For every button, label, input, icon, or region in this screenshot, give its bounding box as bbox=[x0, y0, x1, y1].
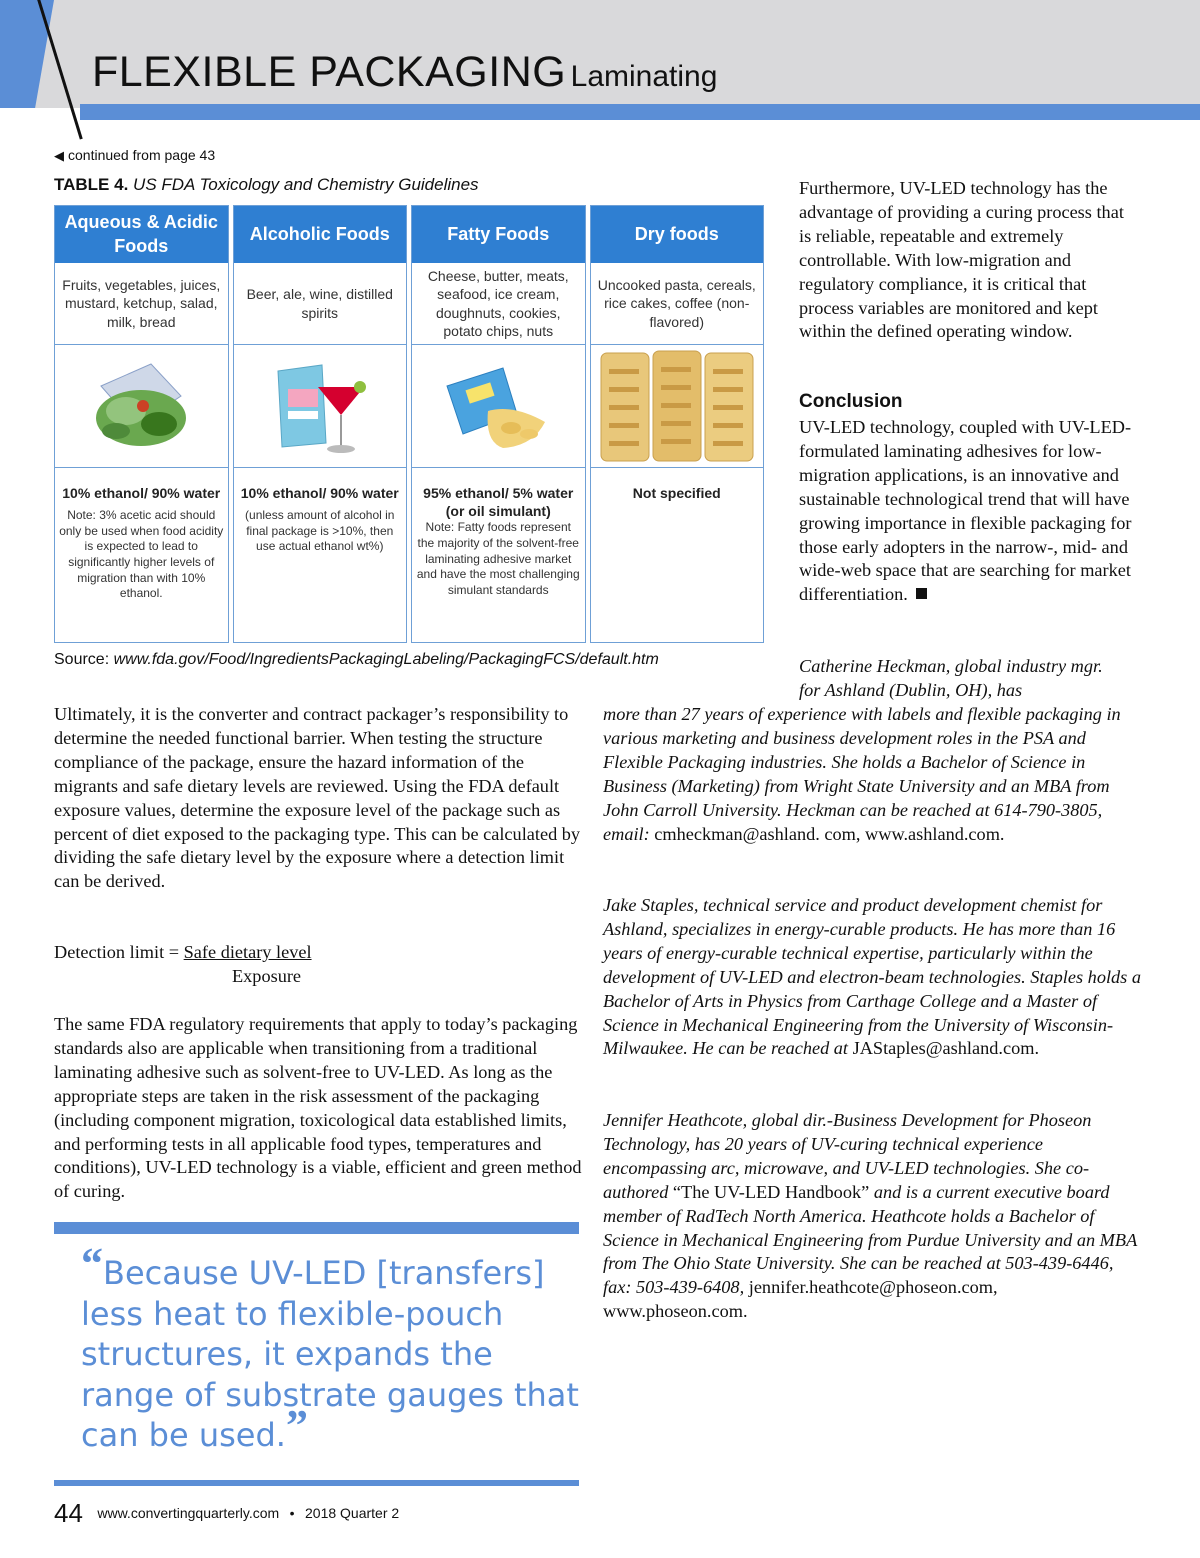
footer-site[interactable]: www.convertingquarterly.com bbox=[97, 1505, 280, 1521]
bio-heckman-contact[interactable]: cmheckman@ashland. com, www.ashland.com. bbox=[654, 823, 1005, 844]
column-simulant-cell bbox=[234, 468, 407, 642]
column-simulant: 10% ethanol/ 90% water bbox=[62, 485, 221, 501]
bio-heathcote-text-a: Jennifer Heathcote, global dir.-Business Development for Phoseon Technology, has 20 years of UV-curing technical experience encompassing arc, microwave, and UV-LED technologies. She co-authored bbox=[603, 1110, 1092, 1202]
column-foods: Beer, ale, wine, distilled spirits bbox=[234, 263, 407, 345]
chips-bag-image bbox=[412, 345, 585, 468]
formula-label: Detection limit = bbox=[54, 942, 180, 962]
conclusion-text: UV-LED technology, coupled with UV-LED-formulated laminating adhesives for low-migration applications, is an innovative and sustainable technological trend that will have growing importance in flexible packaging for those early adopters in the narrow-, mid- and wide-web space that are searching for market differentiation. bbox=[799, 417, 1132, 605]
body-paragraph-1: Ultimately, it is the converter and contract packager’s responsibility to determine the needed functional barrier. When testing the structure compliance of the package, ensure the hazard information of the migrants and safe dietary levels are reviewed. Using the FDA default exposure values, determine the exposure level of the package such as percent of diet exposed to the packaging type. This can be calculated by dividing the safe dietary level by the exposure where a detection limit can be derived. bbox=[54, 704, 581, 892]
table-column-dry bbox=[590, 205, 765, 643]
formula-denominator: Exposure bbox=[232, 966, 302, 986]
bio-staples-contact[interactable]: JAStaples@ashland.com. bbox=[852, 1038, 1040, 1059]
source-url[interactable]: www.fda.gov/Food/IngredientsPackagingLabeling/PackagingFCS/default.htm bbox=[113, 651, 659, 668]
continued-note[interactable] bbox=[54, 147, 215, 164]
pullquote-text: Because UV-LED [transfers] less heat to flexible-pouch structures, it expands the range of substrate gauges that can be used. bbox=[81, 1254, 579, 1454]
bio-heckman-intro: Catherine Heckman, global industry mgr. for Ashland (Dublin, OH), has bbox=[799, 656, 1103, 700]
table-label: TABLE 4. bbox=[54, 175, 129, 194]
source-label: Source: bbox=[54, 651, 110, 668]
column-heading: Fatty Foods bbox=[412, 206, 585, 263]
table-column-alcoholic bbox=[233, 205, 408, 643]
column-note: Note: 3% acetic acid should only be used when food acidity is expected to lead to significantly higher levels of migration than with 10% ethanol. bbox=[59, 508, 224, 601]
footer-bullet: • bbox=[289, 1505, 295, 1521]
detection-limit-formula bbox=[54, 941, 312, 986]
column-foods: Cheese, butter, meats, seafood, ice cream, doughnuts, cookies, potato chips, nuts bbox=[412, 263, 585, 345]
section-subtitle: Laminating bbox=[570, 60, 718, 93]
bio-heckman bbox=[603, 703, 1143, 846]
table-title: US FDA Toxicology and Chemistry Guidelines bbox=[133, 175, 479, 194]
pullquote bbox=[81, 1239, 581, 1456]
salad-bag-image bbox=[55, 345, 228, 468]
body-paragraph-3: Furthermore, UV-LED technology has the advantage of providing a curing process that is reliable, repeatable and extremely controllable. With low-migration and regulatory compliance, it is critical that process variables are monitored and kept within the defined operating window. bbox=[799, 178, 1124, 342]
column-foods: Fruits, vegetables, juices, mustard, ketchup, salad, milk, bread bbox=[55, 263, 228, 345]
bio-staples-text: Jake Staples, technical service and product development chemist for Ashland, specializes in energy-curable products. He has more than 16 years of energy-curable technical expertise, particularly within the development of UV-LED and electron-beam technologies. Staples holds a Bachelor of Arts in Physics from Carthage College and a Master of Science in Mechanical Engineering from the University of Wisconsin-Milwaukee. He can be reached at bbox=[603, 895, 1142, 1059]
left-triangle-icon: ◀ bbox=[54, 148, 64, 163]
pasta-bags-image bbox=[591, 345, 764, 468]
cocktail-pouch-image bbox=[234, 345, 407, 468]
formula-numerator: Safe dietary level bbox=[183, 942, 312, 962]
table-column-aqueous bbox=[54, 205, 229, 643]
bio-heathcote-text-b: and is a current executive board member of RadTech North America. Heathcote holds a Bachelor of Science in Mechanical Engineering from Purdue University and an MBA from The Ohio State University. She can be reached at 503-439-6446, fax: 503-439-6408, bbox=[603, 1181, 1137, 1298]
table-column-fatty bbox=[411, 205, 586, 643]
column-simulant: Not specified bbox=[632, 485, 721, 501]
body-paragraph-2: The same FDA regulatory requirements that apply to today’s packaging standards also are applicable when transitioning from a traditional laminating adhesive such as solvent-free to UV-LED. As long as the appropriate steps are taken in the risk assessment of the packaging (including component migration, toxicological data established limits, and performing tests in all applicable food types, temperatures and conditions), UV-LED technology is a viable, efficient and green method of curing. bbox=[54, 1014, 582, 1202]
header-rule bbox=[80, 104, 1200, 120]
column-simulant-cell bbox=[412, 468, 585, 642]
open-quote-mark: “ bbox=[81, 1239, 103, 1288]
page-footer bbox=[54, 1498, 399, 1529]
column-heading: Aqueous & Acidic Foods bbox=[55, 206, 228, 263]
continued-text: continued from page 43 bbox=[68, 147, 216, 163]
column-note: Note: Fatty foods represent the majority of the solvent-free laminating adhesive market and have the most challenging simulant standards bbox=[416, 520, 580, 597]
column-simulant: 95% ethanol/ 5% water (or oil simulant) bbox=[423, 485, 574, 520]
column-note: (unless amount of alcohol in final package is >10%, then use actual ethanol wt%) bbox=[245, 508, 395, 554]
fda-guidelines-table bbox=[54, 205, 764, 643]
pullquote-top-rule bbox=[54, 1222, 579, 1234]
section-title: FLEXIBLE PACKAGING bbox=[92, 48, 567, 96]
page-number: 44 bbox=[54, 1498, 83, 1528]
column-foods: Uncooked pasta, cereals, rice cakes, coffee (non-flavored) bbox=[591, 263, 764, 345]
column-simulant-cell bbox=[591, 468, 764, 642]
end-mark-icon bbox=[916, 588, 927, 599]
bio-staples bbox=[603, 894, 1143, 1061]
bio-heathcote bbox=[603, 1109, 1143, 1324]
close-quote-mark: ” bbox=[285, 1401, 308, 1450]
bio-heathcote-book: “The UV-LED Handbook” bbox=[672, 1181, 870, 1202]
footer-issue: 2018 Quarter 2 bbox=[305, 1505, 400, 1521]
conclusion-heading: Conclusion bbox=[799, 391, 903, 412]
bio-heckman-text: more than 27 years of experience with labels and flexible packaging in various marketing and business development roles in the PSA and Flexible Packaging industries. She holds a Bachelor of Science in Business (Marketing) from Wright State University and an MBA from John Carroll University. Heckman can be reached at 614-790-3805, email: bbox=[603, 704, 1121, 844]
conclusion-paragraph bbox=[799, 416, 1139, 607]
column-simulant: 10% ethanol/ 90% water bbox=[240, 485, 399, 501]
table-source bbox=[54, 651, 659, 669]
page-title bbox=[92, 48, 717, 97]
column-heading: Alcoholic Foods bbox=[234, 206, 407, 263]
table-caption bbox=[54, 175, 479, 195]
column-heading: Dry foods bbox=[591, 206, 764, 263]
column-simulant-cell bbox=[55, 468, 228, 642]
pullquote-bottom-rule bbox=[54, 1480, 579, 1486]
bio-heathcote-contact[interactable]: jennifer.heathcote@phoseon.com, www.phoseon.com. bbox=[603, 1277, 998, 1322]
